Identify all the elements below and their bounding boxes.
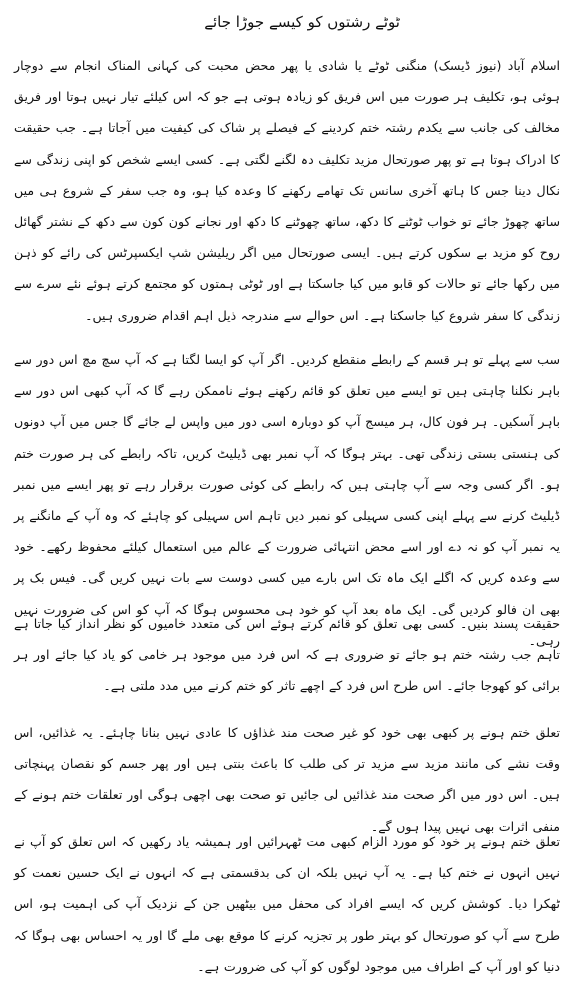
article-paragraph-be-realistic: حقیقت پسند بنیں۔ کسی بھی تعلق کو قائم کرتے ہوئے اس کی متعدد خامیوں کو نظر انداز کیا جاتا ہے تاہم جب رشتہ ختم ہو جائے تو ضروری ہے کہ اس فرد میں موجود ہر خامی کو یاد کیا جائے اور ہر برائی کو کھوجا جائے۔ اس طرح اس فرد کے اچھے تاثر کو ختم کرنے میں مدد ملتی ہے۔ <box>14 616 560 694</box>
article-paragraph-healthy-food: تعلق ختم ہونے پر کبھی بھی خود کو غیر صحت مند غذاؤں کا عادی نہیں بنانا چاہئے۔ یہ غذائیں، اس وقت نشے کی مانند مزید سے مزید تر کی طلب کا باعث بنتی ہیں اور پھر جسم کو نقصان پہنچاتی ہیں۔ اس دور میں اگر صحت مند غذائیں لی جائیں تو صحت بھی اچھی ہوگی اور تعلقات ختم ہونے کے منفی اثرات بھی نہیں پیدا ہوں گے۔ <box>14 725 560 834</box>
article-title: ٹوٹے رشتوں کو کیسے جوڑا جائے <box>204 13 400 31</box>
article-paragraph-cut-contact: سب سے پہلے تو ہر قسم کے رابطے منقطع کردیں۔ اگر آپ کو ایسا لگتا ہے کہ آپ سچ مچ اس دور سے باہر نکلنا چاہتی ہیں تو ایسے میں تعلق کو قائم رکھنے ہوئے ناممکن رہے گا کہ آپ کبھی اس دور سے باہر آسکیں۔ ہر فون کال، ہر میسج آپ کو دوبارہ اسی دور میں واپس لے جائے گا جس میں آپ دونوں کی ہنستی بستی زندگی تھی۔ بہتر ہوگا کہ آپ نمبر بھی ڈیلیٹ کریں، تاکہ رابطے کی ہر صورت ختم ہو۔ اگر کسی وجہ سے آپ چاہتی ہیں کہ رابطے کی کوئی صورت برقرار رہے تو پھر ایسے میں نمبر ڈیلیٹ کرنے سے پہلے اپنی کسی سہیلی کو نمبر دیں تاہم اس سہیلی کو چاہئے کہ وہ آپ کے مانگنے پر یہ نمبر آپ کو نہ دے اور اسے محض انتہائی ضرورت کے عالم میں استعمال کیلئے محفوظ رکھے۔ خود سے وعدہ کریں کہ اگلے ایک ماہ تک اس بارے میں کسی دوست سے بات نہیں کریں گی۔ فیس بک پر بھی ان فالو کردیں گی۔ ایک ماہ بعد آپ کو خود ہی محسوس ہوگا کہ آپ کو اس کی ضرورت نہیں رہی۔ <box>14 352 560 648</box>
article-paragraph-dont-blame-yourself: تعلق ختم ہونے پر خود کو مورد الزام کبھی مت ٹھہرائیں اور ہمیشہ یاد رکھیں کہ اس تعلق کو آپ نے نہیں انہوں نے ختم کیا ہے۔ یہ آپ نہیں بلکہ ان کی بدقسمتی ہے کہ انہوں نے ایک حسین نعمت کو ٹھکرا دیا۔ کوشش کریں کہ ایسے افراد کی محفل میں بیٹھیں جن کے نزدیک آپ کی اہمیت ہو، اس طرح سے آپ کو صورتحال کو بہتر طور پر تجزیہ کرنے کا موقع بھی ملے گا اور یہ احساس بھی ہوگا کہ دنیا کو اور آپ کے اطراف میں موجود لوگوں کو آپ کی ضرورت ہے۔ <box>14 834 560 974</box>
article-paragraph-intro: اسلام آباد (نیوز ڈیسک) منگنی ٹوٹے یا شادی یا پھر محض محبت کی کہانی المناک انجام سے دوچار ہوئی ہو، تکلیف ہر صورت میں اس فریق کو زیادہ ہوتی ہے جو کہ اس کیلئے تیار نہیں ہوتا اور فریق مخالف کی جانب سے یکدم رشتہ ختم کردینے کے فیصلے پر شاک کی کیفیت میں آجاتا ہے۔ جب حقیقت کا ادراک ہوتا ہے تو پھر صورتحال مزید تکلیف دہ لگنے لگتی ہے۔ کسی ایسے شخص کو اپنی زندگی سے نکال دینا جس کا ہاتھ آخری سانس تک تھامے رکھنے کا وعدہ کیا ہو، وہ جب سفر کے شروع ہی میں ساتھ چھوڑ جائے تو خواب ٹوٹنے کا دکھ، ساتھ چھوٹنے کا دکھ اور نجانے کون کون سے دکھ کے نشتر گھائل روح کو مزید بے سکوں کرتے ہیں۔ ایسی صورتحال میں اگر ریلیشن شپ ایکسپرٹس کی رائے کو ذہن میں رکھا جائے تو حالات کو قابو میں کیا جاسکتا ہے اور ٹوٹی ہمتوں کو مجتمع کرتے ہوئے نئے سرے سے زندگی کا سفر شروع کیا جاسکتا ہے۔ اس حوالے سے مندرجہ ذیل اہم اقدام ضروری ہیں۔ <box>14 58 560 323</box>
